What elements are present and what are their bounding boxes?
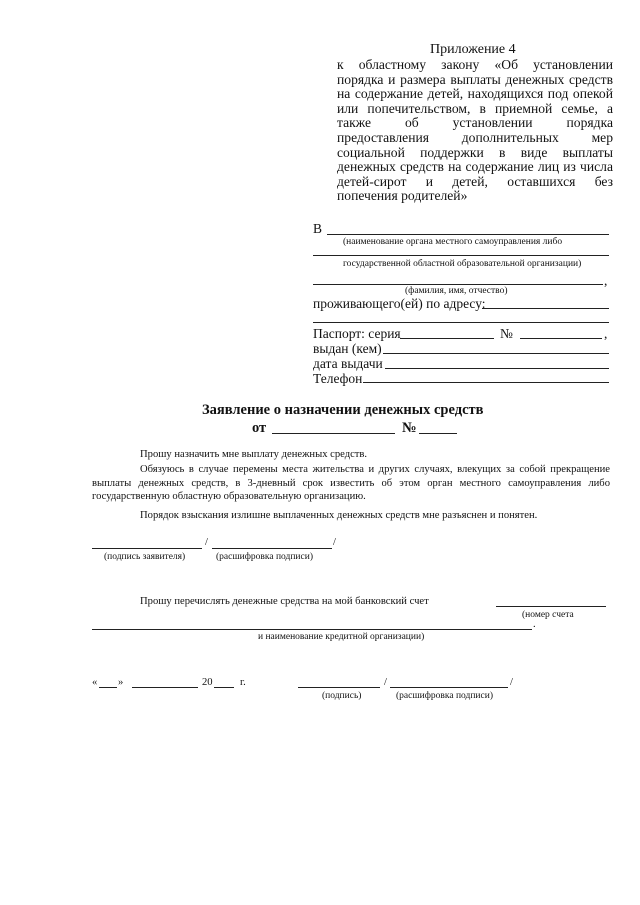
applicant-signature-hint: (подпись заявителя) [104,552,186,562]
passport-series-line[interactable] [400,338,494,339]
final-signature-line[interactable] [298,687,380,688]
org-name-line[interactable] [327,234,609,235]
statement-date-line[interactable] [272,433,395,434]
passport-number-label: № [500,326,513,341]
full-name-line[interactable] [313,284,603,285]
final-end-separator: / [510,677,513,688]
org-name-line-2[interactable] [313,255,609,256]
org-hint-2: государственной областной образовательной организации) [343,259,582,269]
final-decode-hint: (расшифровка подписи) [396,691,493,701]
final-signature-hint: (подпись) [322,691,362,701]
bank-name-line[interactable] [92,629,532,630]
to-label: В [313,221,323,236]
bank-account-hint: (номер счета [522,610,574,620]
name-hint: (фамилия, имя, отчество) [405,286,508,296]
statement-number-label: № [402,420,417,436]
signature-end-separator: / [333,537,336,548]
bank-end-mark: . [533,619,536,630]
issued-by-line[interactable] [383,353,609,354]
date-year-suffix: г. [240,677,246,688]
issued-by-label: выдан (кем) [313,341,382,356]
statement-title: Заявление о назначении денежных средств [202,402,484,418]
issue-date-label: дата выдачи [313,356,383,371]
date-quote-open: « [92,677,98,688]
bank-account-line[interactable] [496,606,606,607]
statement-from-label: от [252,420,267,436]
signature-decode-hint: (расшифровка подписи) [216,552,313,562]
paragraph-request: Прошу назначить мне выплату денежных средств. [140,449,368,460]
bank-request-text: Прошу перечислять денежные средства на мой банковский счет [140,596,429,607]
passport-number-line[interactable] [520,338,602,339]
applicant-signature-line[interactable] [92,548,202,549]
phone-label: Телефон [313,371,363,386]
address-label: проживающего(ей) по адресу: [313,296,486,311]
final-decode-line[interactable] [390,687,508,688]
address-line[interactable] [482,308,609,309]
date-month-line[interactable] [132,687,198,688]
passport-comma: , [604,326,608,341]
signature-separator: / [205,537,208,548]
bank-name-hint: и наименование кредитной организации) [258,632,425,642]
name-end-mark: , [604,273,608,288]
date-year-line[interactable] [214,687,234,688]
org-hint-1: (наименование органа местного самоуправления либо [343,237,563,247]
signature-decode-line[interactable] [212,548,332,549]
date-quote-close: » [118,677,124,688]
phone-line[interactable] [363,382,609,383]
issue-date-line[interactable] [385,368,609,369]
paragraph-recovery: Порядок взыскания излишне выплаченных денежных средств мне разъяснен и понятен. [140,510,538,521]
paragraph-obligation: Обязуюсь в случае перемены места жительства и других случаях, влекущих за собой прекращение выплаты денежных средств, в 3-дневный срок известить об этом орган местного самоуправления либо государственную областную образовательную организацию. [92,464,610,502]
date-day-line[interactable] [99,687,117,688]
address-line-2[interactable] [313,322,609,323]
appendix-text: к областному закону «Об установлении порядка и размера выплаты денежных средств на содержание детей, находящихся под опекой или попечительством, в приемной семье, а также об установлении порядка предоставления дополнительных мер социальной поддержки в виде выплаты денежных средств на содержание лиц из числа детей-сирот и детей, оставшихся без попечения родителей» [337,57,613,204]
appendix-title: Приложение 4 [430,42,516,57]
passport-series-label: Паспорт: серия [313,326,401,341]
final-signature-separator: / [384,677,387,688]
statement-number-line[interactable] [419,433,457,434]
date-year-prefix: 20 [202,677,213,688]
